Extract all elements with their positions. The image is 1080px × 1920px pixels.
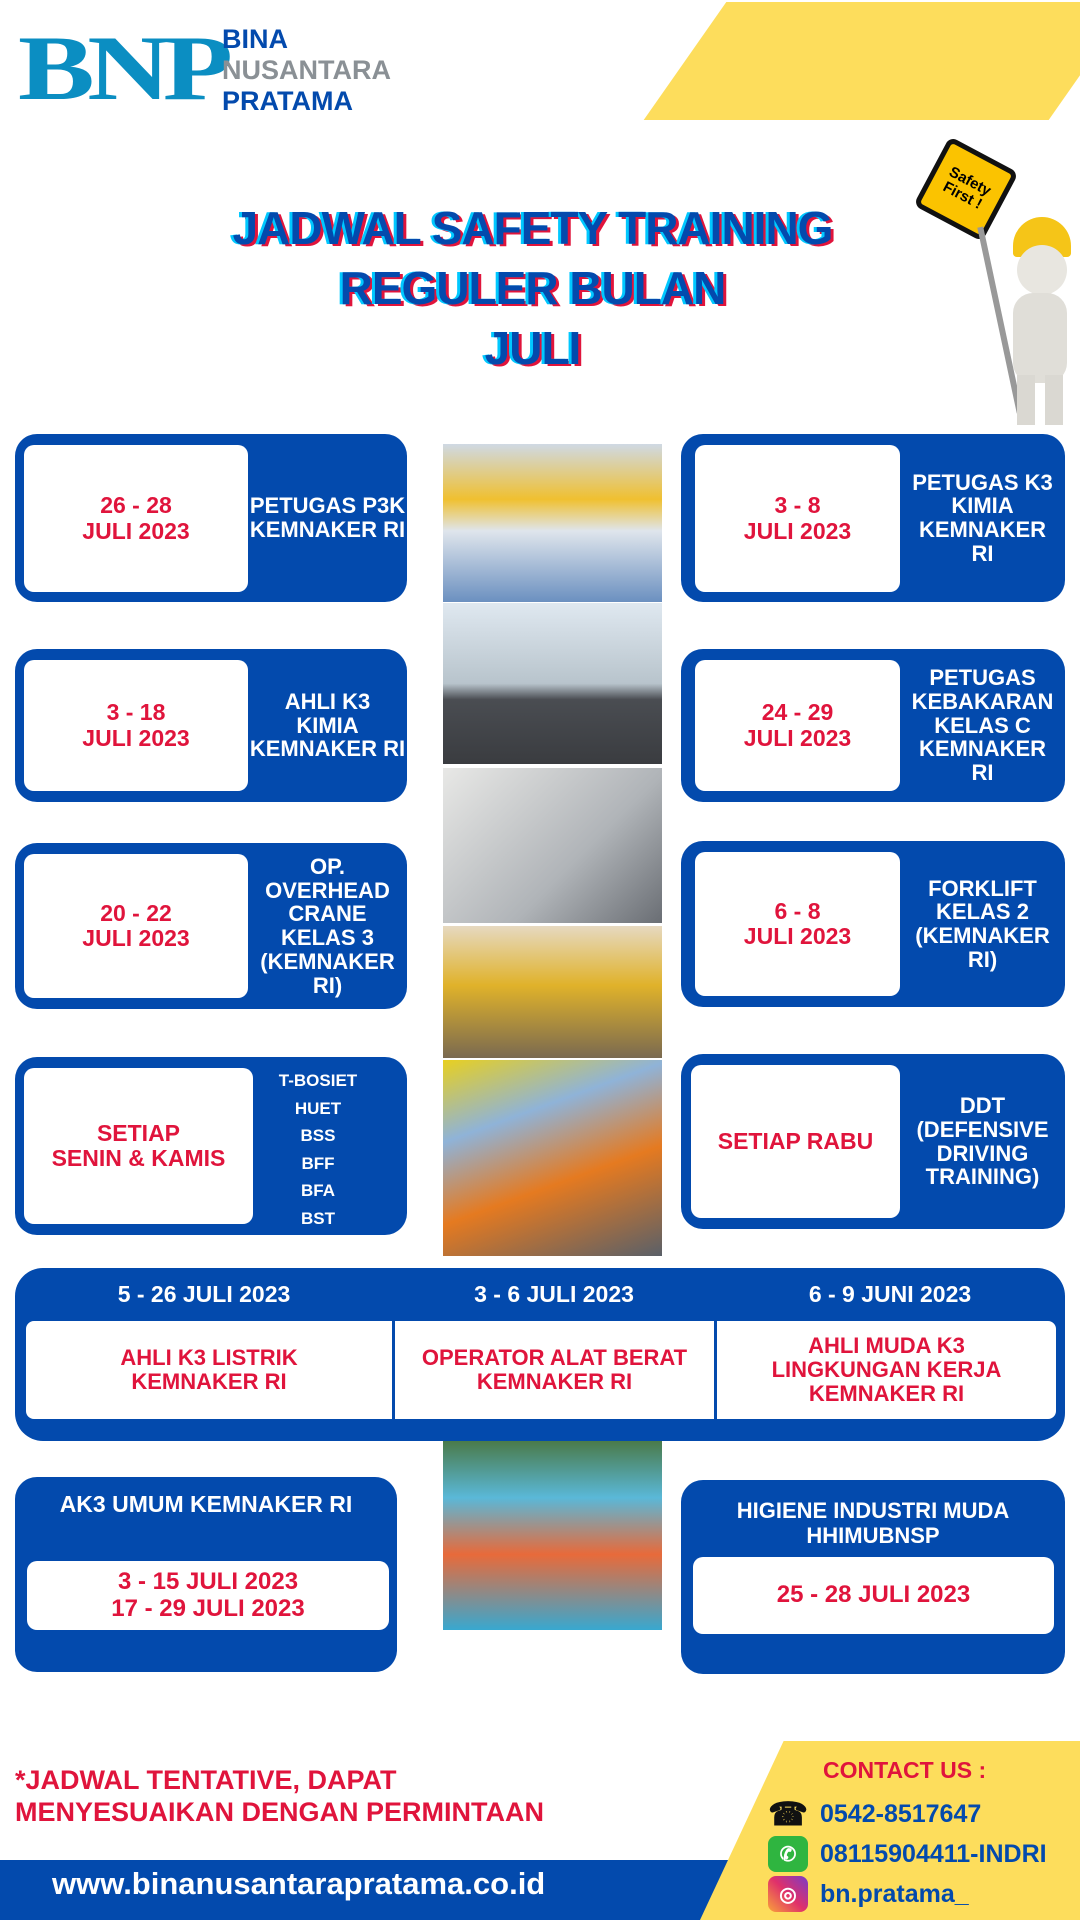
training-card[interactable] (681, 434, 1065, 602)
training-card[interactable] (681, 1054, 1065, 1229)
page-title: JADWAL SAFETY TRAINING REGULER BULAN JULI (232, 202, 833, 374)
instagram-handle: bn.pratama_ (820, 1879, 969, 1908)
contact-whatsapp[interactable] (768, 1836, 1047, 1872)
tentative-note: *JADWAL TENTATIVE, DAPAT MENYESUAIKAN DENGAN PERMINTAAN (15, 1765, 545, 1827)
phone-number: 0542-8517647 (820, 1799, 982, 1828)
training-date: 3 - 6 JULI 2023 (474, 1281, 634, 1307)
training-card[interactable] (681, 649, 1065, 802)
logo (18, 17, 226, 119)
training-card[interactable] (15, 434, 407, 602)
contact-phone[interactable] (768, 1796, 981, 1832)
course-list-item: T-BOSIET (278, 1071, 358, 1090)
training-date: 6 - 9 JUNI 2023 (808, 1281, 972, 1307)
photo-sea-survival-pool (443, 1441, 662, 1630)
safety-worker-illustration (905, 135, 1080, 425)
training-date: 26 - 28 JULI 2023 (24, 445, 248, 592)
whatsapp-icon: ✆ (768, 1836, 808, 1872)
training-date: 3 - 15 JULI 2023 17 - 29 JULI 2023 (27, 1561, 389, 1630)
training-card-higiene[interactable] (681, 1480, 1065, 1674)
training-card-ak3[interactable] (15, 1477, 397, 1672)
photo-workers-hardhats (443, 444, 662, 602)
training-date: SETIAP RABU (691, 1065, 900, 1218)
course-list-item: BST (301, 1208, 335, 1228)
training-course: DDT (DEFENSIVE DRIVING TRAINING) (916, 1093, 1049, 1190)
photo-driving-course (443, 603, 662, 764)
training-date: 6 - 8 JULI 2023 (695, 852, 900, 996)
brand-name (222, 24, 391, 117)
training-course: PETUGAS K3 KIMIA KEMNAKER RI (912, 469, 1053, 566)
contact-instagram[interactable] (768, 1876, 969, 1912)
photo-offshore-crane (443, 1060, 662, 1256)
course-list-item: BFA (301, 1181, 335, 1200)
brand-line3: PRATAMA (222, 86, 353, 116)
training-date: SETIAP SENIN & KAMIS (24, 1068, 253, 1224)
course-list-item: BFF (301, 1153, 335, 1173)
training-course: OP. OVERHEAD CRANE KELAS 3 (KEMNAKER RI) (260, 853, 395, 998)
telephone-icon: ☎ (768, 1796, 808, 1832)
course-list-item: BSS (300, 1126, 336, 1145)
training-card[interactable] (15, 843, 407, 1009)
brand-line1: BINA (222, 24, 288, 54)
training-date: 24 - 29 JULI 2023 (695, 660, 900, 791)
training-course: HIGIENE INDUSTRI MUDA HHIMUBNSP (736, 1498, 1010, 1548)
training-date: 5 - 26 JULI 2023 (117, 1281, 291, 1307)
course-list (253, 1067, 383, 1232)
training-date: 25 - 28 JULI 2023 (693, 1557, 1054, 1634)
contact-heading: CONTACT US : (823, 1757, 987, 1783)
brand-line2: NUSANTARA (222, 55, 391, 85)
training-course: PETUGAS KEBAKARAN KELAS C KEMNAKER RI (911, 665, 1054, 786)
photo-heavy-equipment (443, 926, 662, 1058)
safety-first-sign: Safety First ! (913, 136, 1018, 241)
training-course: PETUGAS P3K KEMNAKER RI (249, 493, 406, 542)
instagram-icon: ◎ (768, 1876, 808, 1912)
training-card[interactable] (15, 649, 407, 802)
training-course[interactable]: AHLI MUDA K3 LINGKUNGAN KERJA KEMNAKER RI (717, 1321, 1056, 1419)
whatsapp-number: 08115904411-INDRI (820, 1839, 1047, 1868)
training-course: AK3 UMUM KEMNAKER RI (59, 1491, 353, 1517)
training-card[interactable] (681, 841, 1065, 1007)
training-date: 3 - 18 JULI 2023 (24, 660, 248, 791)
training-date: 20 - 22 JULI 2023 (24, 854, 248, 998)
photo-classroom (443, 768, 662, 923)
website-link[interactable]: www.binanusantarapratama.co.id (52, 1866, 546, 1901)
training-course[interactable]: AHLI K3 LISTRIK KEMNAKER RI (26, 1321, 392, 1419)
training-date: 3 - 8 JULI 2023 (695, 445, 900, 592)
training-card[interactable] (15, 1057, 407, 1235)
logo-text: BNP (18, 17, 226, 119)
training-course: FORKLIFT KELAS 2 (KEMNAKER RI) (915, 875, 1050, 972)
training-course[interactable]: OPERATOR ALAT BERAT KEMNAKER RI (395, 1321, 714, 1419)
training-course: AHLI K3 KIMIA KEMNAKER RI (249, 688, 406, 762)
course-list-item: HUET (294, 1098, 342, 1118)
